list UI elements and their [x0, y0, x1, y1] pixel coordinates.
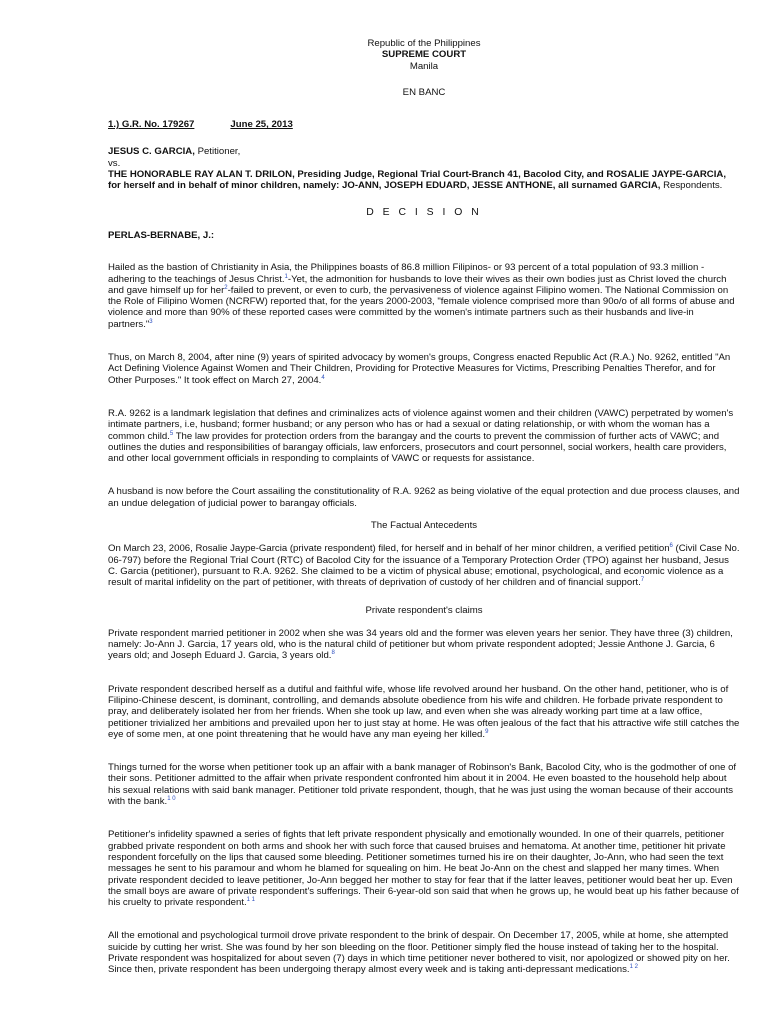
paragraph-3-text-b: The law provides for protection orders from the barangay and the courts to prevent the commission of further acts of VAWC; and outlines the duties and responsibilities of barangay officials, law enforcers, prosecutors and court personnel, social workers, health care providers, and other local government officials in responding to complaints of VAWC or requests for assistance. — [108, 430, 727, 465]
court-header — [108, 38, 740, 98]
petitioner-line — [108, 146, 740, 157]
header-republic: Republic of the Philippines — [367, 38, 481, 49]
paragraph-10 — [108, 930, 740, 975]
paragraph-5-text-a: On March 23, 2006, Rosalie Jaype-Garcia (private respondent) filed, for herself and in behalf of her minor children, a verified petition — [108, 543, 670, 555]
paragraph-7 — [108, 684, 740, 740]
footnote-link-7[interactable]: 7 — [640, 577, 645, 584]
paragraph-5-text-b: (Civil Case No. 06-797) before the Regional Trial Court (RTC) of Bacolod City for the issuance of a Temporary Protection Order (TPO) against her husband, Jesus C. Garcia (petitioner), pursuant to R.A. 9262. She claimed to be a victim of physical abuse; emotional, psychological, and economic violence as a result of marital infidelity on the part of petitioner, with threats of deprivation of custody of her children and of financial support. — [108, 543, 740, 589]
respondents-names: THE HONORABLE RAY ALAN T. DRILON, Presiding Judge, Regional Trial Court-Branch 41, Bacolod City, and ROSALIE JAYPE-GARCIA, for herself and in behalf of minor children, namely: JO-ANN, JOSEPH EDUARD, JESSE ANTHONE, all surnamed GARCIA, — [108, 169, 726, 192]
paragraph-1-text-c: -failed to prevent, or even to curb, the pervasiveness of violence against Filipino women. The National Commission on the Role of Filipino Women (NCRFW) reported that, for the years 2000-2003, "female violence comprised more than 90o/o of all forms of abuse and violence and more than 90% of these reported cases were committed by the women's intimate partners such as their husbands and live-in partners." — [108, 284, 735, 330]
paragraph-1 — [108, 262, 740, 330]
footnote-link-5[interactable]: 5 — [169, 430, 174, 437]
decision-body — [108, 262, 740, 975]
footnote-link-9[interactable]: 9 — [485, 728, 489, 735]
paragraph-1-text-b: -Yet, the admonition for husbands to love their wives as their own bodies just as Christ loved the church and gave himself up for her — [108, 273, 727, 296]
footnote-link-12[interactable]: 1 2 — [629, 964, 638, 971]
paragraph-1-text-a: Hailed as the bastion of Christianity in Asia, the Philippines boasts of 86.8 million Filipinos- or 93 percent of a total population of 93.3 million - adhering to the teachings of Jesus Christ. — [108, 262, 705, 285]
footnote-link-10[interactable]: 1 0 — [167, 795, 176, 802]
paragraph-3 — [108, 408, 740, 464]
paragraph-9 — [108, 829, 740, 908]
footnote-link-4[interactable]: 4 — [321, 374, 325, 381]
versus: vs. — [108, 157, 121, 169]
footnote-link-2[interactable]: 2 — [224, 284, 228, 291]
respondents-line — [108, 169, 740, 192]
paragraph-6 — [108, 628, 740, 662]
case-number: 1.) G.R. No. 179267 — [108, 119, 195, 131]
footnote-link-6[interactable]: 6 — [669, 543, 673, 550]
footnote-link-8[interactable]: 8 — [331, 650, 335, 657]
paragraph-7-text: Private respondent described herself as a dutiful and faithful wife, whose life revolved around her husband. On the other hand, petitioner, who is of Filipino-Chinese descent, is dominant, controlling, and demands absolute obedience from his wife and children. He forbade private respondent to pray, and deliberately isolated her from her friends. When she took up law, and even when she was already working part time at a law office, petitioner trivialized her ambitions and prevailed upon her to just stay at home. He was often jealous of the fact that his attractive wife still catches the eye of some men, at one point threatening that he would have any man eyeing her killed. — [108, 683, 740, 740]
parties-block — [108, 146, 740, 191]
paragraph-5 — [108, 543, 740, 588]
ponente: PERLAS-BERNABE, J.: — [108, 229, 215, 241]
paragraph-8 — [108, 762, 740, 807]
footnote-link-1[interactable]: 1 — [284, 273, 288, 280]
paragraph-4: A husband is now before the Court assailing the constitutionality of R.A. 9262 as being violative of the equal protection and due process clauses, and an undue delegation of judicial power to barangay officials. — [108, 486, 740, 509]
paragraph-10-text: All the emotional and psychological turmoil drove private respondent to the brink of despair. On December 17, 2005, while at home, she attempted suicide by cutting her wrist. She was found by her son bleeding on the floor. Petitioner simply fled the house instead of taking her to the hospital. Private respondent was hospitalized for about seven (7) days in which time petitioner never bothered to visit, nor apologized or showed pity on her. Since then, private respondent has been undergoing therapy almost every week and is taking anti-depressant medications. — [108, 930, 730, 976]
footnote-link-11[interactable]: 1 1 — [246, 896, 255, 903]
header-supreme-court: SUPREME COURT — [381, 49, 467, 61]
paragraph-2-text: Thus, on March 8, 2004, after nine (9) years of spirited advocacy by women's groups, Congress enacted Republic Act (R.A.) No. 9262, entitled "An Act Defining Violence Against Women and Their Children, Providing for Protective Measures for Victims, Prescribing Penalties Therefor, and for Other Purposes." It took effect on March 27, 2004. — [108, 352, 731, 386]
section-title-private-respondent-claims: Private respondent's claims — [365, 604, 483, 616]
petitioner-role: Petitioner, — [194, 146, 241, 158]
respondents-role: Respondents. — [660, 180, 723, 192]
header-division: EN BANC — [402, 86, 446, 98]
header-city: Manila — [409, 60, 439, 72]
case-number-line — [108, 119, 740, 130]
case-date: June 25, 2013 — [230, 119, 293, 131]
paragraph-6-text: Private respondent married petitioner in 2002 when she was 34 years old and the former was eleven years her senior. They have three (3) children, namely: Jo-Ann J. Garcia, 17 years old, who is the natural child of petitioner but whom private respondent adopted; Jessie Anthone J. Garcia, 6 years old; and Joseph Eduard J. Garcia, 3 years old. — [108, 627, 733, 662]
footnote-link-3[interactable]: 3 — [149, 318, 153, 325]
section-title-factual-antecedents: The Factual Antecedents — [370, 520, 478, 532]
paragraph-9-text: Petitioner's infidelity spawned a series of fights that left private respondent physically and emotionally wounded. In one of their quarrels, petitioner grabbed private respondent on both arms and shook her with such force that caused bruises and hematoma. At another time, petitioner hit private respondent forcefully on the lips that caused some bleeding. Petitioner sometimes turned his ire on their daughter, Jo-Ann, who had seen the text messages he sent to his paramour and whom he blamed for squealing on him. He beat Jo-Ann on the chest and slapped her many times. When private respondent decided to leave petitioner, Jo-Ann begged her mother to stay for fear that if the latter leaves, petitioner would beat her up. Even the small boys are aware of private respondent's sufferings. Their 6-year-old son said that when he grows up, he would beat up his father because of his cruelty to private respondent. — [108, 829, 739, 909]
paragraph-8-text: Things turned for the worse when petitioner took up an affair with a bank manager of Robinson's Bank, Bacolod City, who is the godmother of one of their sons. Petitioner admitted to the affair when private respondent confronted him about it in 2004. He even boasted to the household help about his sexual relations with said bank manager. Petitioner told private respondent, though, that he was just using the woman because of their accounts with the bank. — [108, 762, 737, 808]
petitioner-name: JESUS C. GARCIA, — [108, 146, 195, 158]
paragraph-3-text-a: R.A. 9262 is a landmark legislation that defines and criminalizes acts of violence against women and their children (VAWC) perpetrated by women's intimate partners, i.e, husband; former husband; or any person who has or had a sexual or dating relationship, or with whom the woman has a common child. — [108, 407, 734, 442]
paragraph-2 — [108, 352, 740, 386]
decision-title: D E C I S I O N — [366, 206, 482, 218]
